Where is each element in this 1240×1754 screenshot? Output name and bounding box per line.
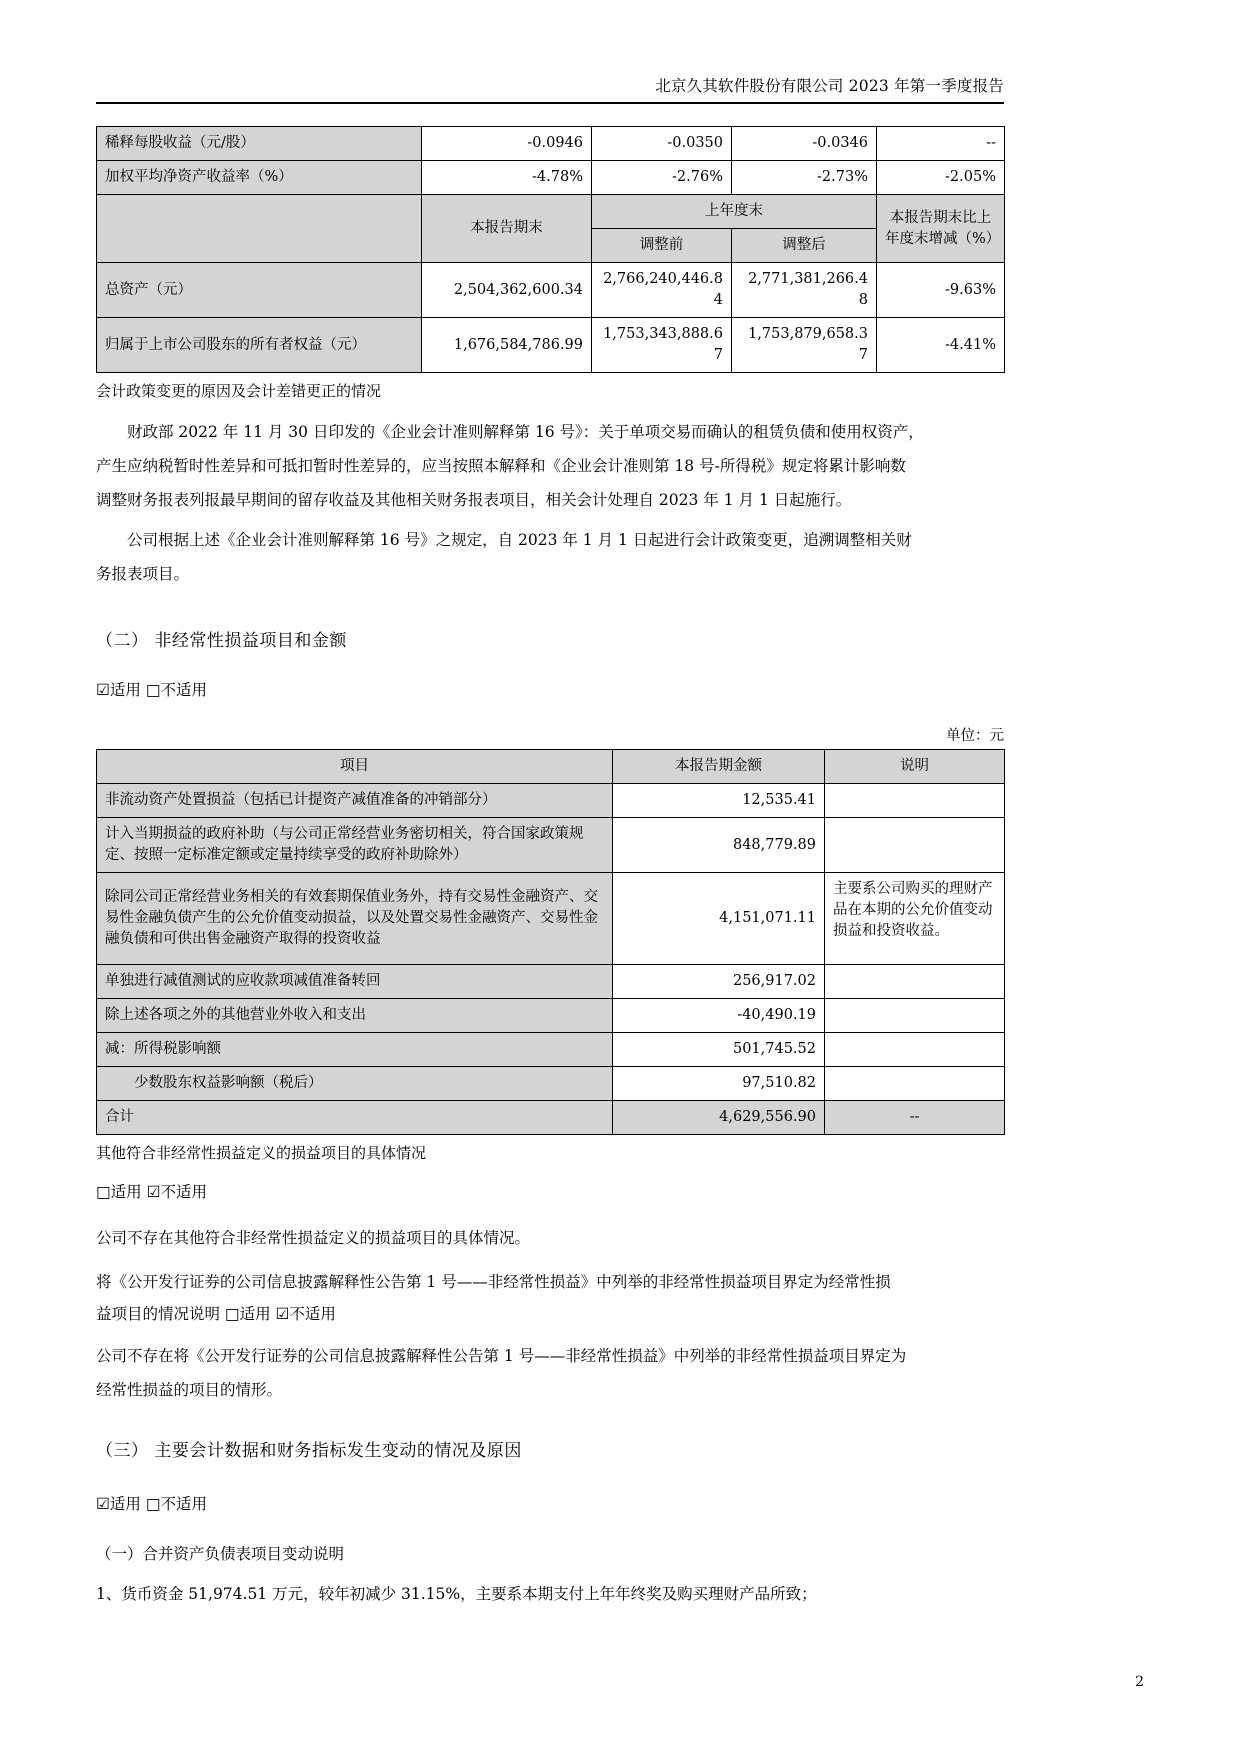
table-row: [97, 263, 1005, 318]
checkbox-checked-icon[interactable]: ☑: [96, 1495, 110, 1514]
policy-change-caption: 会计政策变更的原因及会计差错更正的情况: [96, 382, 382, 401]
key-indicator-table: [96, 126, 1005, 195]
nonrecurring-item-amount: -40,490.19: [613, 999, 825, 1033]
balance-value-before: 2,766,240,446.84: [592, 263, 732, 318]
col-header-amount: 本报告期金额: [613, 750, 825, 784]
table-row: [97, 1033, 1005, 1067]
nonrecurring-total-label: 合计: [97, 1101, 613, 1135]
nonrecurring-items-table: [96, 749, 1005, 1135]
other-items-applicability: [96, 1177, 1004, 1207]
table-header-row: [97, 195, 1005, 229]
balance-row-label: 归属于上市公司股东的所有者权益（元）: [97, 318, 422, 373]
nonrecurring-item-note: [825, 818, 1005, 873]
section-three-title: （三） 主要会计数据和财务指标发生变动的情况及原因: [96, 1441, 522, 1462]
nonrecurring-item-amount: 4,151,071.11: [613, 873, 825, 965]
balance-value-after: 2,771,381,266.48: [732, 263, 877, 318]
balance-value-change: -4.41%: [877, 318, 1005, 373]
defined-as-recurring-applicability: [96, 1299, 1004, 1329]
section-three-subtitle: （一）合并资产负债表项目变动说明: [96, 1545, 345, 1564]
nonrecurring-item-label: 除上述各项之外的其他营业外收入和支出: [97, 999, 613, 1033]
col-subheader-before-adjust: 调整前: [592, 229, 732, 263]
section-two-applicability-text: 适用 □不适用: [109, 681, 207, 700]
table-row: [97, 818, 1005, 873]
other-items-applicability-prefix: □适用: [96, 1183, 147, 1202]
table-header-row: [97, 750, 1005, 784]
table-row: [97, 161, 1005, 195]
policy-paragraph-line: 财政部 2022 年 11 月 30 日印发的《企业会计准则解释第 16 号》：关于单项交易而确认的租赁负债和使用权资产，: [127, 423, 924, 442]
table-row: [97, 873, 1005, 965]
checkbox-checked-icon[interactable]: ☑: [96, 681, 110, 700]
other-items-applicability-suffix: 不适用: [160, 1183, 207, 1202]
section-three-applicability-text: 适用 □不适用: [109, 1495, 207, 1514]
table-row: [97, 318, 1005, 373]
col-header-note: 说明: [825, 750, 1005, 784]
no-recurring-definition-line: 公司不存在将《公开发行证券的公司信息披露解释性公告第 1 号——非经常性损益》中列举的非经常性损益项目界定为: [96, 1347, 907, 1366]
running-header-text: 北京久其软件股份有限公司 2023 年第一季度报告: [655, 77, 1004, 95]
nonrecurring-item-amount: 848,779.89: [613, 818, 825, 873]
checkbox-checked-icon[interactable]: ☑: [275, 1305, 290, 1324]
table-row: [97, 127, 1005, 161]
indicator-value: -2.05%: [877, 161, 1005, 195]
col-header-last-year-end: 上年度末: [592, 195, 877, 229]
nonrecurring-item-label: 除同公司正常经营业务相关的有效套期保值业务外，持有交易性金融资产、交易性金融负债产生的公允价值变动损益，以及处置交易性金融资产、交易性金融负债和可供出售金融资产取得的投资收益: [97, 873, 613, 965]
table-row: [97, 999, 1005, 1033]
indicator-value: --: [877, 127, 1005, 161]
balance-value-after: 1,753,879,658.37: [732, 318, 877, 373]
col-header-item: 项目: [97, 750, 613, 784]
section-two-title: （二） 非经常性损益项目和金额: [96, 631, 347, 652]
col-subheader-after-adjust: 调整后: [732, 229, 877, 263]
nonrecurring-item-amount: 256,917.02: [613, 965, 825, 999]
policy-paragraph-line: 产生应纳税暂时性差异和可抵扣暂时性差异的，应当按照本解释和《企业会计准则第 18 号-所得税》规定将累计影响数: [96, 457, 906, 476]
other-items-caption: 其他符合非经常性损益定义的损益项目的具体情况: [96, 1144, 427, 1163]
col-header-current-period: 本报告期末: [422, 195, 592, 263]
nonrecurring-total-note: --: [825, 1101, 1005, 1135]
running-header: [96, 0, 1004, 96]
nonrecurring-item-label: 减：所得税影响额: [97, 1033, 613, 1067]
indicator-value: -4.78%: [422, 161, 592, 195]
balance-value-current: 1,676,584,786.99: [422, 318, 592, 373]
section-two-applicability: [96, 675, 1004, 705]
policy-paragraph-line: 公司根据上述《企业会计准则解释第 16 号》之规定，自 2023 年 1 月 1 日起进行会计政策变更，追溯调整相关财: [127, 531, 912, 550]
balance-value-change: -9.63%: [877, 263, 1005, 318]
nonrecurring-item-note: [825, 965, 1005, 999]
table-row: [97, 784, 1005, 818]
nonrecurring-item-amount: 97,510.82: [613, 1067, 825, 1101]
nonrecurring-item-note: [825, 1067, 1005, 1101]
page-content: [96, 0, 1004, 1611]
page-number: 2: [1135, 1674, 1144, 1690]
balance-sheet-table: [96, 194, 1005, 373]
col-header-change-pct: 本报告期末比上年度末增减（%）: [877, 195, 1005, 263]
checkbox-checked-icon[interactable]: ☑: [146, 1183, 161, 1202]
table-row: [97, 965, 1005, 999]
nonrecurring-item-note: 主要系公司购买的理财产品在本期的公允价值变动损益和投资收益。: [825, 873, 1005, 965]
nonrecurring-item-amount: 12,535.41: [613, 784, 825, 818]
defined-as-recurring-prefix: 益项目的情况说明 □适用: [96, 1305, 276, 1324]
unit-label: 单位：元: [946, 728, 1004, 745]
indicator-label: 加权平均净资产收益率（%）: [97, 161, 422, 195]
section-three-applicability: [96, 1489, 1004, 1519]
nonrecurring-item-amount: 501,745.52: [613, 1033, 825, 1067]
nonrecurring-item-note: [825, 784, 1005, 818]
balance-value-current: 2,504,362,600.34: [422, 263, 592, 318]
balance-value-before: 1,753,343,888.67: [592, 318, 732, 373]
indicator-label: 稀释每股收益（元/股）: [97, 127, 422, 161]
balance-corner-cell: [97, 195, 422, 263]
indicator-value: -2.76%: [592, 161, 732, 195]
other-items-statement: 公司不存在其他符合非经常性损益定义的损益项目的具体情况。: [96, 1229, 531, 1248]
balance-row-label: 总资产（元）: [97, 263, 422, 318]
table-row: [97, 1067, 1005, 1101]
policy-paragraph-line: 调整财务报表列报最早期间的留存收益及其他相关财务报表项目，相关会计处理自 2023 年 1 月 1 日起施行。: [96, 491, 852, 510]
nonrecurring-item-label: 少数股东权益影响额（税后）: [97, 1067, 613, 1101]
nonrecurring-item-label: 单独进行减值测试的应收款项减值准备转回: [97, 965, 613, 999]
section-three-item-1: 1、货币资金 51,974.51 万元，较年初减少 31.15%，主要系本期支付上年年终奖及购买理财产品所致；: [96, 1585, 817, 1604]
nonrecurring-item-label: 非流动资产处置损益（包括已计提资产减值准备的冲销部分）: [97, 784, 613, 818]
table-total-row: [97, 1101, 1005, 1135]
defined-as-recurring-statement-line: 将《公开发行证券的公司信息披露解释性公告第 1 号——非经常性损益》中列举的非经常性损益项目界定为经常性损: [96, 1273, 891, 1292]
no-recurring-definition-line: 经常性损益的项目的情形。: [96, 1381, 283, 1400]
defined-as-recurring-suffix: 不适用: [289, 1305, 336, 1324]
nonrecurring-item-label: 计入当期损益的政府补助（与公司正常经营业务密切相关，符合国家政策规定、按照一定标准定额或定量持续享受的政府补助除外）: [97, 818, 613, 873]
indicator-value: -0.0350: [592, 127, 732, 161]
nonrecurring-item-note: [825, 1033, 1005, 1067]
policy-paragraph-line: 务报表项目。: [96, 565, 190, 584]
nonrecurring-item-note: [825, 999, 1005, 1033]
indicator-value: -0.0946: [422, 127, 592, 161]
nonrecurring-total-amount: 4,629,556.90: [613, 1101, 825, 1135]
indicator-value: -0.0346: [732, 127, 877, 161]
indicator-value: -2.73%: [732, 161, 877, 195]
